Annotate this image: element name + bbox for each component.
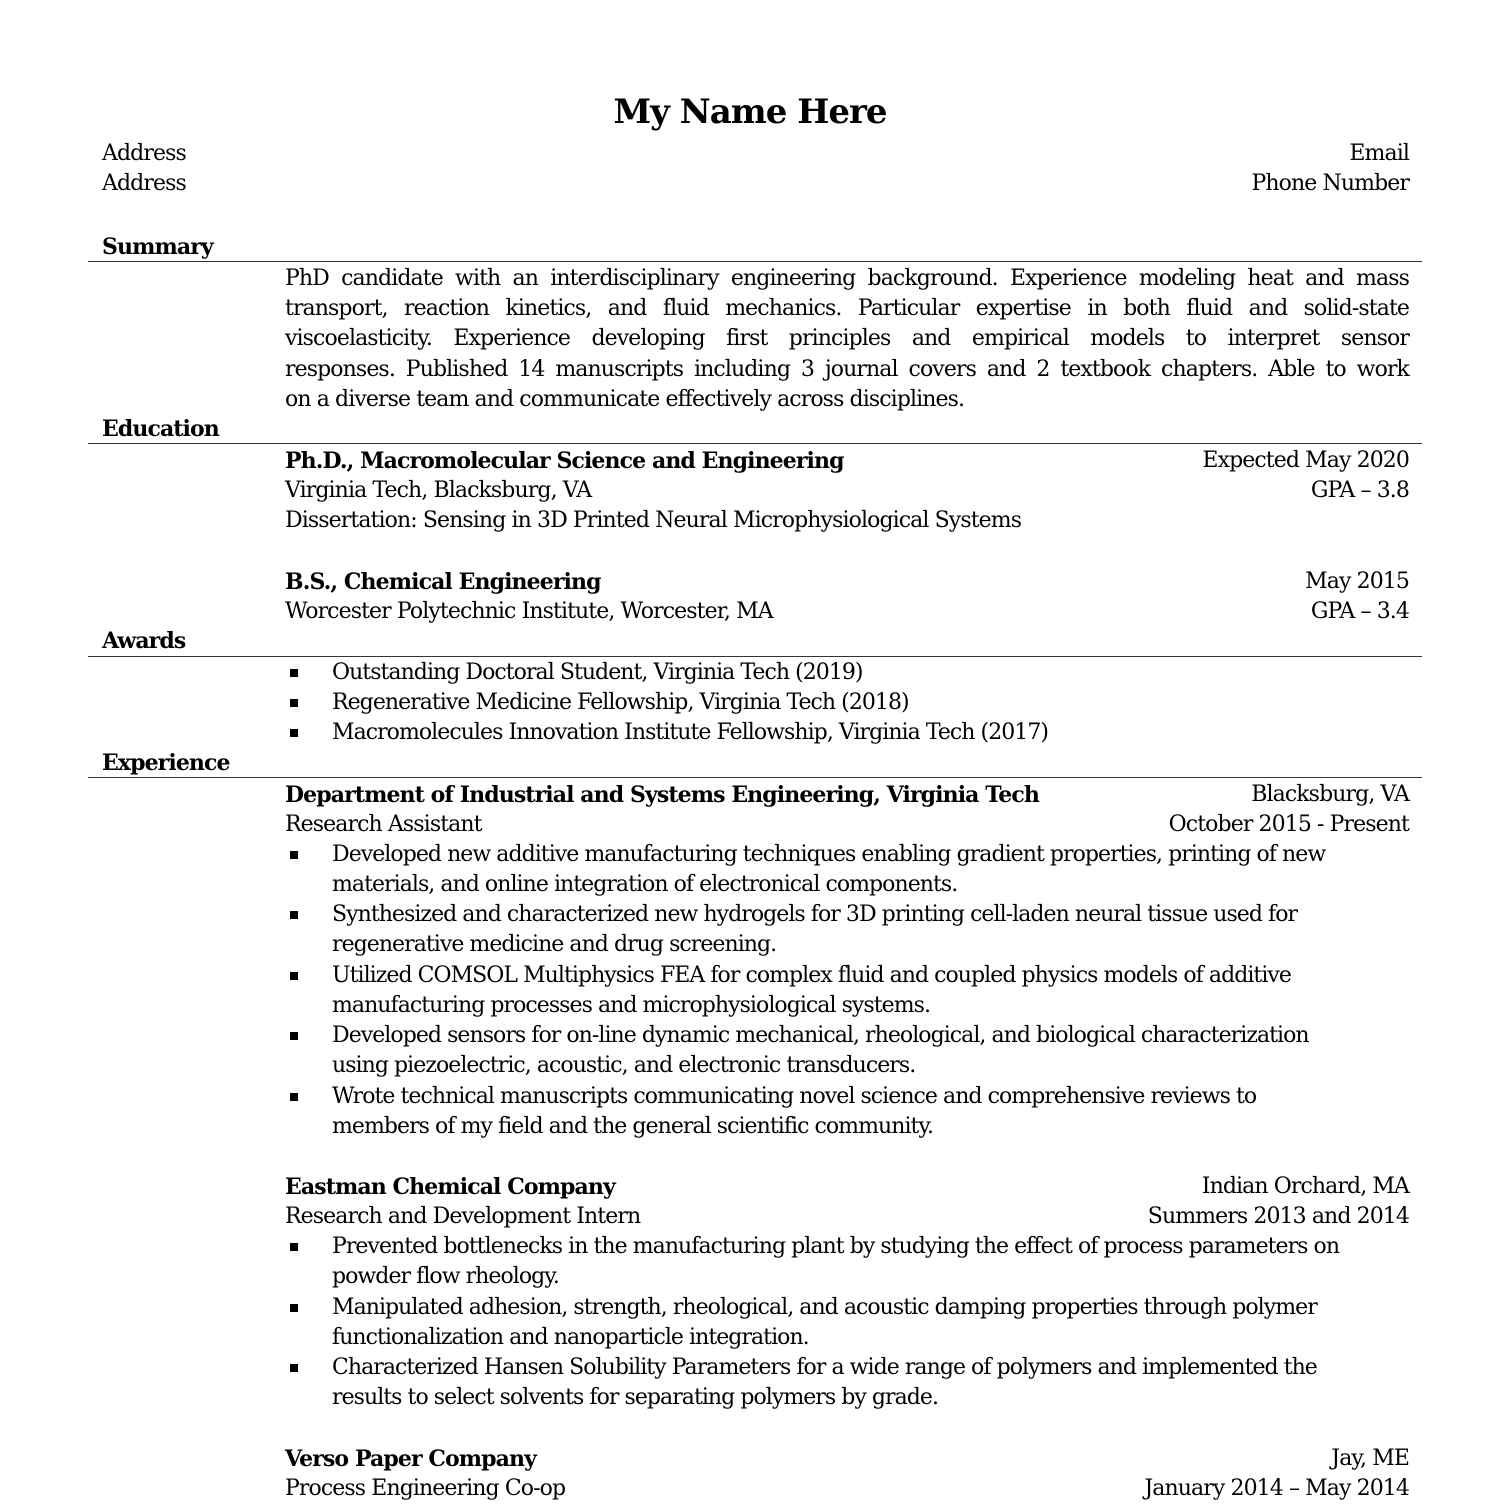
experience-role-row	[285, 1202, 1409, 1232]
summary-line: on a diverse team and communicate effectively across disciplines.	[285, 386, 965, 412]
degree-date: May 2015	[1305, 569, 1409, 594]
education-entry-bs	[285, 567, 1409, 597]
section-heading-education: Education	[102, 416, 219, 442]
email: Email	[1349, 141, 1409, 166]
candidate-name: My Name Here	[613, 92, 887, 132]
role: Research and Development Intern	[285, 1204, 641, 1229]
section-divider	[88, 261, 1422, 262]
bullet-icon	[290, 1093, 298, 1101]
location: Blacksburg, VA	[1251, 782, 1409, 807]
bullet-icon	[290, 669, 298, 677]
degree-title: B.S., Chemical Engineering	[285, 569, 601, 595]
school-name: Worcester Polytechnic Institute, Worcester, MA	[285, 599, 773, 624]
dates: Summers 2013 and 2014	[1147, 1204, 1409, 1229]
education-entry-phd	[285, 446, 1409, 476]
education-school-row	[285, 597, 1409, 627]
bullet-icon	[290, 851, 298, 859]
organization: Eastman Chemical Company	[285, 1174, 615, 1200]
bullet-icon	[290, 1304, 298, 1312]
dissertation-row	[285, 506, 1409, 536]
role: Process Engineering Co-op	[285, 1476, 566, 1501]
address-line-1: Address	[102, 141, 186, 166]
location: Jay, ME	[1331, 1446, 1409, 1471]
school-name: Virginia Tech, Blacksburg, VA	[285, 478, 592, 503]
summary-line: responses. Published 14 manuscripts including 3 journal covers and 2 textbook chapters. Able to work	[285, 356, 1409, 382]
section-divider	[88, 777, 1422, 778]
section-divider	[88, 443, 1422, 444]
education-school-row	[285, 476, 1409, 506]
section-heading-experience: Experience	[102, 750, 230, 776]
phone-number: Phone Number	[1251, 171, 1409, 196]
summary-line: PhD candidate with an interdisciplinary engineering background. Experience modeling heat and mass	[285, 266, 1409, 291]
degree-title: Ph.D., Macromolecular Science and Engineering	[285, 448, 844, 474]
bullet-icon	[290, 1032, 298, 1040]
degree-date: Expected May 2020	[1202, 448, 1409, 473]
dates: January 2014 – May 2014	[1144, 1476, 1409, 1501]
experience-org-row	[285, 1444, 1409, 1474]
bullet-icon	[290, 972, 298, 980]
experience-org-row	[285, 1172, 1409, 1202]
section-heading-summary: Summary	[102, 234, 213, 260]
summary-line: viscoelasticity. Experience developing first principles and empirical models to interpret sensor	[285, 326, 1409, 352]
experience-org-row	[285, 780, 1409, 810]
organization: Verso Paper Company	[285, 1446, 536, 1472]
experience-role-row	[285, 810, 1409, 840]
gpa: GPA – 3.8	[1310, 478, 1409, 503]
summary-paragraph	[285, 264, 1409, 415]
dissertation: Dissertation: Sensing in 3D Printed Neural Microphysiological Systems	[285, 508, 1022, 533]
section-divider	[88, 656, 1422, 657]
bullet-icon	[290, 729, 298, 737]
role: Research Assistant	[285, 812, 482, 837]
dates: October 2015 - Present	[1168, 812, 1409, 837]
bullet-icon	[290, 1243, 298, 1251]
bullet-icon	[290, 1364, 298, 1372]
bullet-icon	[290, 699, 298, 707]
section-heading-awards: Awards	[102, 628, 186, 654]
gpa: GPA – 3.4	[1310, 599, 1409, 624]
summary-line: transport, reaction kinetics, and fluid mechanics. Particular expertise in both fluid and solid-state	[285, 296, 1409, 322]
address-line-2: Address	[102, 171, 186, 196]
bullet-icon	[290, 911, 298, 919]
organization: Department of Industrial and Systems Engineering, Virginia Tech	[285, 782, 1039, 808]
location: Indian Orchard, MA	[1201, 1174, 1409, 1199]
